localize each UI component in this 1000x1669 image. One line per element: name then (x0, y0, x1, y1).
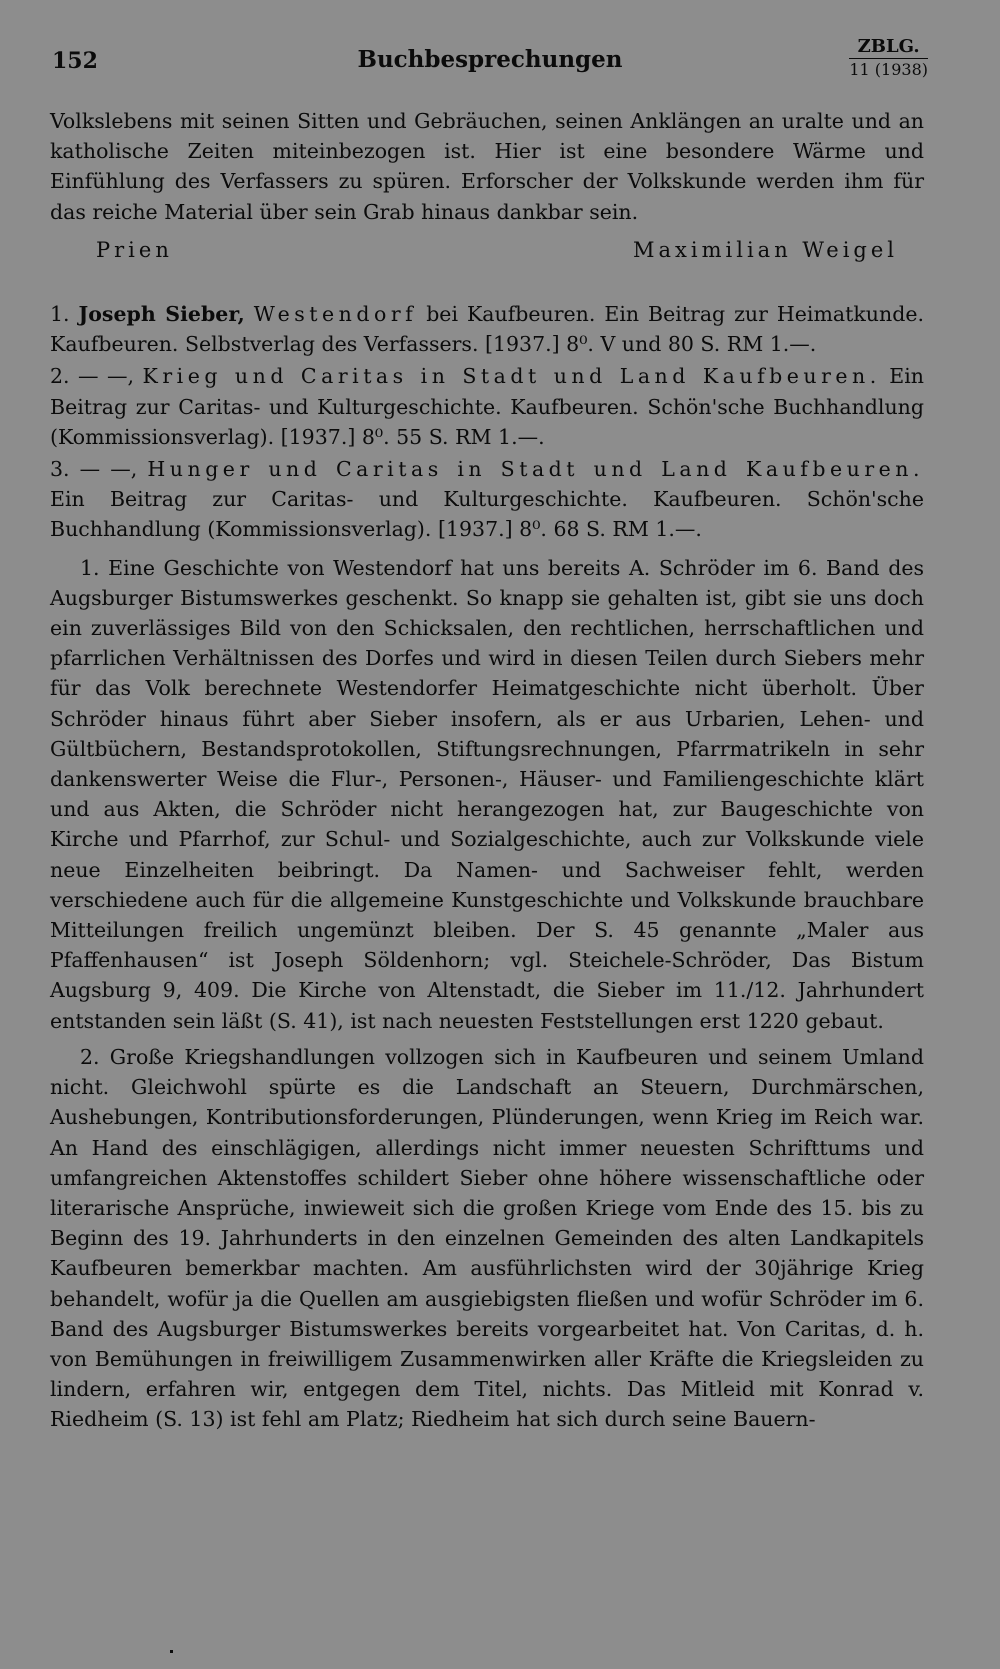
print-speck (170, 1650, 173, 1653)
entry-details: Ein Beitrag zur Caritas- und Kulturgeschichte. Kaufbeuren. Schön'sche Buchhandlung (Kommissionsverlag). [1937.] 8⁰. 55 S. RM 1.—. (50, 364, 924, 449)
entry-number: 2. (50, 364, 70, 389)
signature-place: Prien (96, 237, 173, 262)
review-paragraph: 1. Eine Geschichte von Westendorf hat uns bereits A. Schröder im 6. Band des Augsburger Bistumswerkes geschenkt. So knapp sie gehalten ist, gibt sie uns doch ein zuverlässiges Bild von den Schicksalen, den rechtlichen, herrschaftlichen und pfarrlichen Verhältnissen des Dorfes und wird in diesen Teilen durch Siebers mehr für das Volk berechnete Westendorfer Heimatgeschichte nicht überholt. Über Schröder hinaus führt aber Sieber insofern, als er aus Urbarien, Lehen- und Gültbüchern, Bestandsprotokollen, Stiftungsrechnungen, Pfarrmatrikeln in sehr dankenswerter Weise die Flur-, Personen-, Häuser- und Familiengeschichte klärt und aus Akten, die Schröder nicht herangezogen hat, zur Baugeschichte von Kirche und Pfarrhof, zur Schul- und Sozialgeschichte, auch zur Volkskunde viele neue Einzelheiten beibringt. Da Namen- und Sachweiser fehlt, werden verschiedene auch für die allgemeine Kunstgeschichte und Volkskunde brauchbare Mitteilungen freilich ungemünzt bleiben. Der S. 45 genannte „Maler aus Pfaffenhausen“ ist Joseph Söldenhorn; vgl. Steichele-Schröder, Das Bistum Augsburg 9, 409. Die Kirche von Altenstadt, die Sieber im 11./12. Jahrhundert entstanden sein läßt (S. 41), ist nach neuesten Feststellungen erst 1220 gebaut. (50, 555, 924, 1033)
journal-abbreviation: ZBLG. (849, 36, 928, 59)
review-signature (50, 235, 924, 265)
entry-author: Joseph Sieber, (78, 302, 245, 327)
entry-title: Westendorf (253, 302, 418, 327)
entry-author: — —, (78, 364, 135, 389)
review-paragraph: 2. Große Kriegshandlungen vollzogen sich in Kaufbeuren und seinem Umland nicht. Gleichwohl spürte es die Landschaft an Steuern, Durchmärschen, Aushebungen, Kontributionsforderungen, Plünderungen, wenn Krieg im Reich war. An Hand des einschlägigen, allerdings nicht immer neuesten Schrifttums und umfangreichen Aktenstoffes schildert Sieber ohne höhere wissenschaftliche oder literarische Ansprüche, inwieweit sich die großen Kriege vom Ende des 15. bis zu Beginn des 19. Jahrhunderts in den einzelnen Gemeinden des alten Landkapitels Kaufbeuren bemerkbar machten. Am ausführlichsten wird der 30jährige Krieg behandelt, wofür ja die Quellen am ausgiebigsten fließen und wofür Schröder im 6. Band des Augsburger Bistumswerkes bereits vorgearbeitet hat. Von Caritas, d. h. von Bemühungen in freiwilligem Zusammenwirken aller Kräfte die Kriegsleiden zu lindern, erfahren wir, entgegen dem Titel, nichts. Das Mitleid mit Konrad v. Riedheim (S. 13) ist fehl am Platz; Riedheim hat sich durch seine Bauern- (50, 1044, 924, 1432)
entry-details: bei Kaufbeuren. Ein Beitrag zur Heimatkunde. Kaufbeuren. Selbstverlag des Verfassers. [1937.] 8⁰. V und 80 S. RM 1.—. (50, 302, 924, 357)
signature-reviewer: Maximilian Weigel (633, 237, 898, 262)
entry-number: 1. (50, 302, 70, 327)
entry-title: Krieg und Caritas in Stadt und Land Kaufbeuren. (142, 364, 881, 389)
page-header (52, 36, 928, 86)
entry-title: Hunger und Caritas in Stadt und Land Kaufbeuren. (147, 457, 924, 482)
bibliography-entry (50, 361, 924, 452)
journal-reference (849, 36, 928, 81)
previous-review-conclusion: Volkslebens mit seinen Sitten und Gebräuchen, seinen Anklängen an uralte und an katholische Zeiten miteinbezogen ist. Hier ist eine besondere Wärme und Einfühlung des Verfassers zu spüren. Erforscher der Volkskunde werden ihm für das reiche Material über sein Grab hinaus dankbar sein. (50, 109, 924, 224)
entry-details: Ein Beitrag zur Caritas- und Kulturgeschichte. Kaufbeuren. Schön'sche Buchhandlung (Kommissionsverlag). [1937.] 8⁰. 68 S. RM 1.—. (50, 487, 924, 542)
bibliography-entry (50, 299, 924, 359)
entry-number: 3. (50, 457, 70, 482)
page-number: 152 (52, 48, 98, 74)
bibliography-list (50, 299, 924, 545)
bibliography-entry (50, 454, 924, 545)
journal-volume: 11 (1938) (849, 60, 928, 79)
page-body (50, 106, 924, 1435)
entry-author: — —, (79, 457, 138, 482)
running-title: Buchbesprechungen (357, 46, 623, 73)
